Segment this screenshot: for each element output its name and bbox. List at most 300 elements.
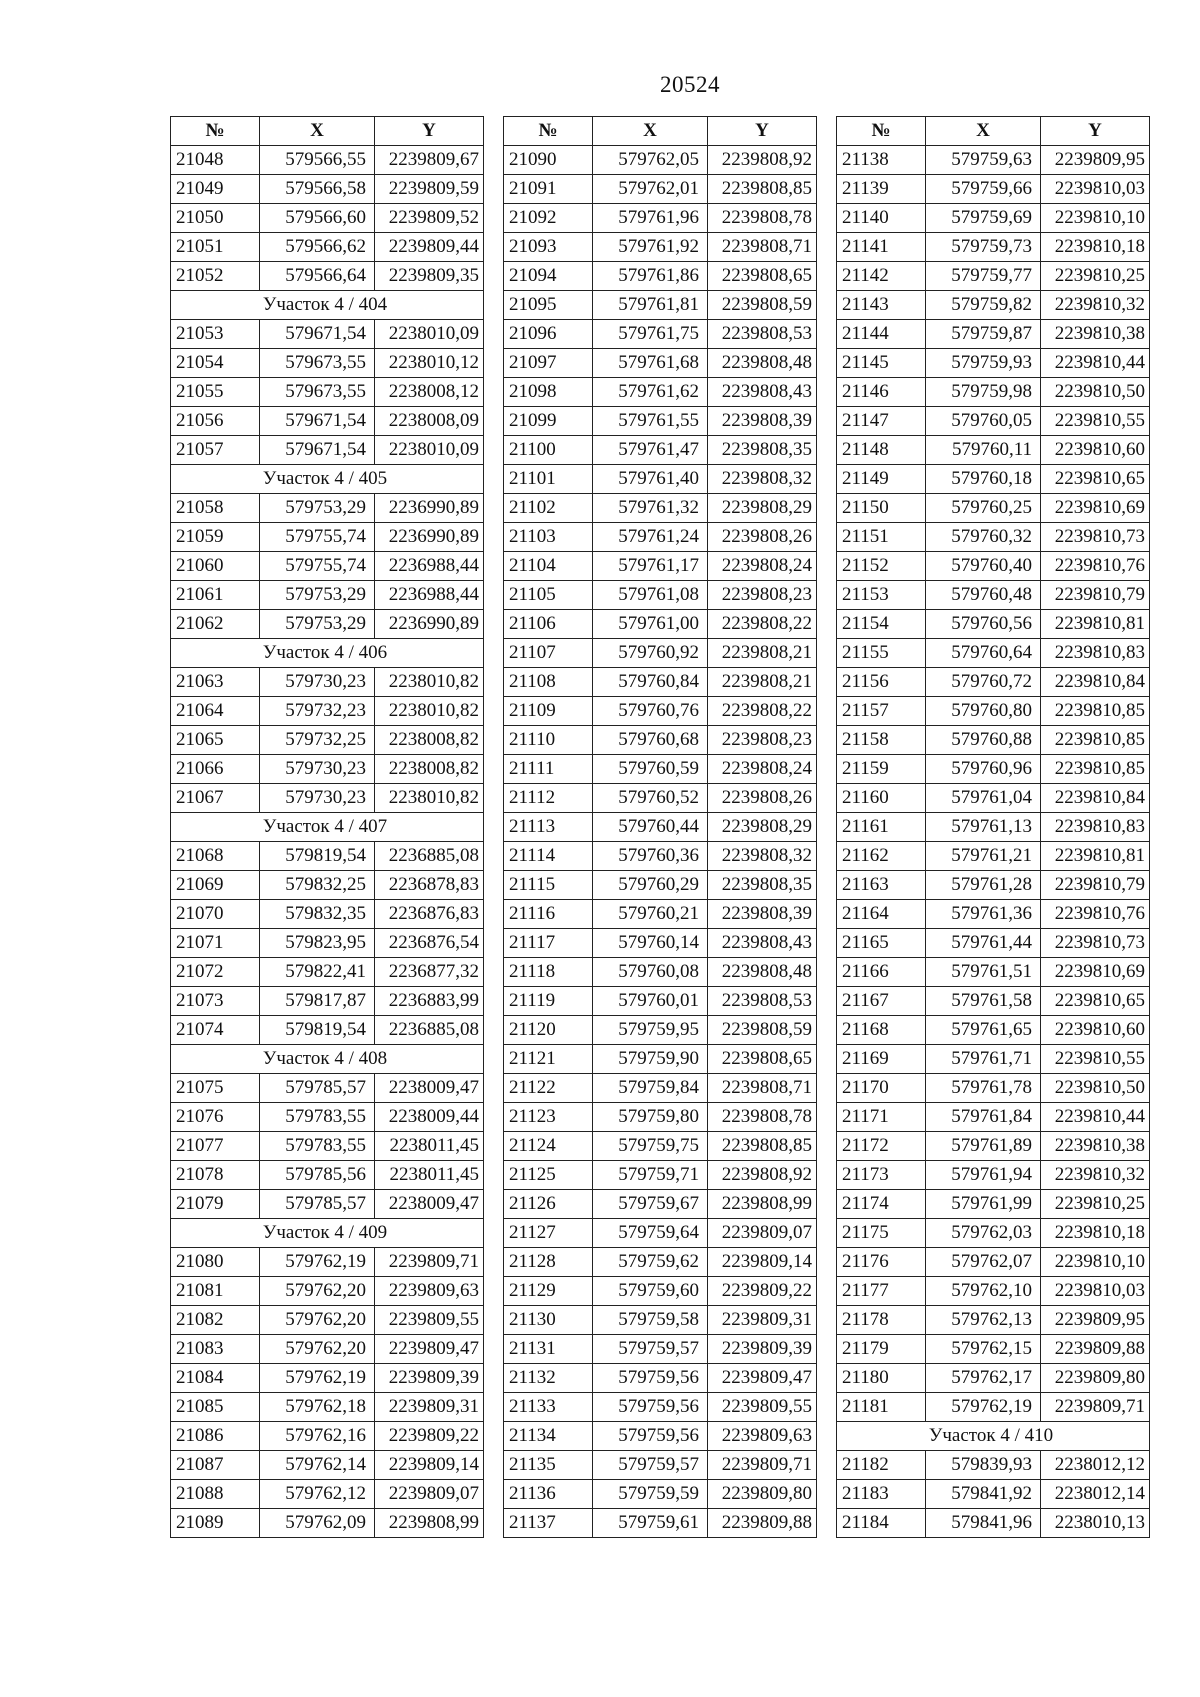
point-number: 21060 xyxy=(171,552,260,581)
coord-y: 2236878,83 xyxy=(375,871,484,900)
coord-y: 2236885,08 xyxy=(375,842,484,871)
coord-y: 2239810,38 xyxy=(1041,1132,1150,1161)
table-row xyxy=(504,1190,817,1219)
table-row xyxy=(837,1335,1150,1364)
table-row xyxy=(504,378,817,407)
point-number: 21071 xyxy=(171,929,260,958)
point-number: 21178 xyxy=(837,1306,926,1335)
table-row xyxy=(171,146,484,175)
coord-x: 579760,96 xyxy=(926,755,1041,784)
point-number: 21136 xyxy=(504,1480,593,1509)
table-header-row xyxy=(171,117,484,146)
point-number: 21170 xyxy=(837,1074,926,1103)
table-row xyxy=(171,1161,484,1190)
table-row xyxy=(171,929,484,958)
coord-x: 579732,25 xyxy=(260,726,375,755)
table-row xyxy=(504,1219,817,1248)
coord-y: 2239808,39 xyxy=(708,900,817,929)
coord-y: 2238010,82 xyxy=(375,668,484,697)
table-row xyxy=(837,465,1150,494)
table-row xyxy=(837,291,1150,320)
point-number: 21149 xyxy=(837,465,926,494)
point-number: 21153 xyxy=(837,581,926,610)
table-row xyxy=(171,871,484,900)
coord-x: 579760,01 xyxy=(593,987,708,1016)
point-number: 21154 xyxy=(837,610,926,639)
coord-x: 579819,54 xyxy=(260,1016,375,1045)
coordinates-table-2 xyxy=(503,116,816,1538)
coord-x: 579755,74 xyxy=(260,552,375,581)
coord-y: 2236988,44 xyxy=(375,552,484,581)
coord-x: 579759,69 xyxy=(926,204,1041,233)
coord-x: 579761,13 xyxy=(926,813,1041,842)
table-row xyxy=(837,581,1150,610)
coord-y: 2239809,39 xyxy=(375,1364,484,1393)
table-row xyxy=(171,1103,484,1132)
coord-x: 579760,56 xyxy=(926,610,1041,639)
coord-x: 579760,29 xyxy=(593,871,708,900)
table-row xyxy=(837,987,1150,1016)
coord-x: 579762,13 xyxy=(926,1306,1041,1335)
header-y: Y xyxy=(375,117,484,146)
table-row xyxy=(171,1335,484,1364)
point-number: 21055 xyxy=(171,378,260,407)
point-number: 21119 xyxy=(504,987,593,1016)
table-row xyxy=(837,697,1150,726)
point-number: 21171 xyxy=(837,1103,926,1132)
table-row xyxy=(171,204,484,233)
coord-x: 579785,57 xyxy=(260,1190,375,1219)
coord-y: 2239808,32 xyxy=(708,465,817,494)
point-number: 21080 xyxy=(171,1248,260,1277)
coord-y: 2239810,76 xyxy=(1041,552,1150,581)
table-row xyxy=(171,1364,484,1393)
point-number: 21132 xyxy=(504,1364,593,1393)
point-number: 21092 xyxy=(504,204,593,233)
table-row xyxy=(504,987,817,1016)
point-number: 21165 xyxy=(837,929,926,958)
coord-y: 2239809,07 xyxy=(708,1219,817,1248)
table-row xyxy=(837,523,1150,552)
point-number: 21129 xyxy=(504,1277,593,1306)
table-row xyxy=(504,1248,817,1277)
table-row xyxy=(837,813,1150,842)
coord-y: 2239810,83 xyxy=(1041,813,1150,842)
point-number: 21130 xyxy=(504,1306,593,1335)
table-row xyxy=(504,204,817,233)
coord-y: 2239810,55 xyxy=(1041,407,1150,436)
coord-x: 579760,36 xyxy=(593,842,708,871)
coord-y: 2239810,32 xyxy=(1041,291,1150,320)
coord-x: 579761,58 xyxy=(926,987,1041,1016)
point-number: 21072 xyxy=(171,958,260,987)
point-number: 21120 xyxy=(504,1016,593,1045)
point-number: 21111 xyxy=(504,755,593,784)
coord-y: 2238012,12 xyxy=(1041,1451,1150,1480)
point-number: 21073 xyxy=(171,987,260,1016)
coord-y: 2238010,82 xyxy=(375,697,484,726)
coord-y: 2239808,26 xyxy=(708,523,817,552)
coord-x: 579762,15 xyxy=(926,1335,1041,1364)
section-title: Участок 4 / 407 xyxy=(262,816,388,837)
table-row xyxy=(837,349,1150,378)
table-row xyxy=(504,1364,817,1393)
point-number: 21135 xyxy=(504,1451,593,1480)
coord-y: 2239808,99 xyxy=(708,1190,817,1219)
coord-x: 579761,00 xyxy=(593,610,708,639)
coord-y: 2239809,88 xyxy=(708,1509,817,1538)
coord-x: 579760,84 xyxy=(593,668,708,697)
coord-x: 579761,55 xyxy=(593,407,708,436)
coord-y: 2238008,82 xyxy=(375,755,484,784)
coordinates-table-3 xyxy=(836,116,1149,1538)
point-number: 21093 xyxy=(504,233,593,262)
coord-y: 2239809,14 xyxy=(708,1248,817,1277)
header-x: X xyxy=(926,117,1041,146)
coord-y: 2239810,60 xyxy=(1041,1016,1150,1045)
coord-x: 579761,24 xyxy=(593,523,708,552)
section-row xyxy=(171,639,484,668)
point-number: 21164 xyxy=(837,900,926,929)
table-row xyxy=(504,1451,817,1480)
coord-y: 2239808,71 xyxy=(708,233,817,262)
table-row xyxy=(837,175,1150,204)
table-row xyxy=(837,378,1150,407)
point-number: 21116 xyxy=(504,900,593,929)
point-number: 21100 xyxy=(504,436,593,465)
point-number: 21172 xyxy=(837,1132,926,1161)
coord-y: 2238012,14 xyxy=(1041,1480,1150,1509)
point-number: 21069 xyxy=(171,871,260,900)
coord-x: 579566,64 xyxy=(260,262,375,291)
point-number: 21108 xyxy=(504,668,593,697)
table-row xyxy=(504,407,817,436)
header-number: № xyxy=(171,117,260,146)
coord-x: 579759,93 xyxy=(926,349,1041,378)
table-row xyxy=(837,494,1150,523)
point-number: 21066 xyxy=(171,755,260,784)
coord-y: 2239810,25 xyxy=(1041,262,1150,291)
coord-x: 579762,18 xyxy=(260,1393,375,1422)
coord-y: 2239808,22 xyxy=(708,610,817,639)
section-row xyxy=(837,1422,1150,1451)
coord-y: 2238011,45 xyxy=(375,1132,484,1161)
coord-x: 579759,87 xyxy=(926,320,1041,349)
table-row xyxy=(837,1248,1150,1277)
coord-x: 579760,05 xyxy=(926,407,1041,436)
point-number: 21068 xyxy=(171,842,260,871)
point-number: 21110 xyxy=(504,726,593,755)
coord-x: 579760,44 xyxy=(593,813,708,842)
coord-x: 579760,25 xyxy=(926,494,1041,523)
table-row xyxy=(504,1074,817,1103)
table-row xyxy=(504,639,817,668)
point-number: 21152 xyxy=(837,552,926,581)
coord-y: 2239809,95 xyxy=(1041,1306,1150,1335)
coord-x: 579761,84 xyxy=(926,1103,1041,1132)
coord-y: 2238011,45 xyxy=(375,1161,484,1190)
coord-y: 2239810,50 xyxy=(1041,378,1150,407)
table-row xyxy=(504,581,817,610)
table-row xyxy=(171,1306,484,1335)
table-row xyxy=(837,1306,1150,1335)
coord-y: 2239810,81 xyxy=(1041,842,1150,871)
coord-x: 579730,23 xyxy=(260,755,375,784)
table-row xyxy=(171,958,484,987)
coord-y: 2239808,92 xyxy=(708,1161,817,1190)
point-number: 21103 xyxy=(504,523,593,552)
point-number: 21160 xyxy=(837,784,926,813)
coord-x: 579785,57 xyxy=(260,1074,375,1103)
table-row xyxy=(171,1074,484,1103)
coord-y: 2239808,21 xyxy=(708,639,817,668)
table-row xyxy=(171,1422,484,1451)
point-number: 21179 xyxy=(837,1335,926,1364)
point-number: 21161 xyxy=(837,813,926,842)
coord-y: 2239810,10 xyxy=(1041,204,1150,233)
coord-x: 579759,66 xyxy=(926,175,1041,204)
coord-y: 2239808,23 xyxy=(708,581,817,610)
table-row xyxy=(504,1103,817,1132)
point-number: 21145 xyxy=(837,349,926,378)
coord-y: 2238010,13 xyxy=(1041,1509,1150,1538)
table-row xyxy=(837,1219,1150,1248)
coord-y: 2239808,48 xyxy=(708,958,817,987)
coord-y: 2239808,92 xyxy=(708,146,817,175)
point-number: 21058 xyxy=(171,494,260,523)
section-cell xyxy=(171,1045,484,1074)
table-row xyxy=(837,726,1150,755)
coord-x: 579761,04 xyxy=(926,784,1041,813)
coord-x: 579759,80 xyxy=(593,1103,708,1132)
point-number: 21104 xyxy=(504,552,593,581)
coord-x: 579673,55 xyxy=(260,349,375,378)
table-row xyxy=(837,755,1150,784)
section-title: Участок 4 / 408 xyxy=(262,1048,388,1069)
coord-y: 2239809,47 xyxy=(708,1364,817,1393)
table-row xyxy=(171,349,484,378)
coord-y: 2239808,43 xyxy=(708,929,817,958)
coord-y: 2239808,43 xyxy=(708,378,817,407)
coord-x: 579760,18 xyxy=(926,465,1041,494)
point-number: 21064 xyxy=(171,697,260,726)
point-number: 21124 xyxy=(504,1132,593,1161)
point-number: 21078 xyxy=(171,1161,260,1190)
point-number: 21084 xyxy=(171,1364,260,1393)
point-number: 21052 xyxy=(171,262,260,291)
coord-y: 2239809,35 xyxy=(375,262,484,291)
coord-y: 2239808,35 xyxy=(708,436,817,465)
coord-y: 2239808,85 xyxy=(708,175,817,204)
table-row xyxy=(171,552,484,581)
coord-x: 579823,95 xyxy=(260,929,375,958)
table-row xyxy=(171,610,484,639)
table-row xyxy=(504,262,817,291)
coord-x: 579759,63 xyxy=(926,146,1041,175)
coord-x: 579759,84 xyxy=(593,1074,708,1103)
coord-y: 2239810,85 xyxy=(1041,755,1150,784)
point-number: 21107 xyxy=(504,639,593,668)
coord-y: 2239808,99 xyxy=(375,1509,484,1538)
point-number: 21131 xyxy=(504,1335,593,1364)
table-row xyxy=(504,755,817,784)
table-row xyxy=(504,813,817,842)
point-number: 21087 xyxy=(171,1451,260,1480)
point-number: 21113 xyxy=(504,813,593,842)
coord-y: 2238009,47 xyxy=(375,1074,484,1103)
coord-y: 2239810,84 xyxy=(1041,784,1150,813)
coord-x: 579762,19 xyxy=(260,1364,375,1393)
coord-x: 579762,19 xyxy=(260,1248,375,1277)
point-number: 21079 xyxy=(171,1190,260,1219)
point-number: 21083 xyxy=(171,1335,260,1364)
coord-x: 579761,81 xyxy=(593,291,708,320)
point-number: 21174 xyxy=(837,1190,926,1219)
table-row xyxy=(504,668,817,697)
coord-x: 579671,54 xyxy=(260,407,375,436)
coord-y: 2239810,79 xyxy=(1041,581,1150,610)
coord-y: 2236877,32 xyxy=(375,958,484,987)
section-cell xyxy=(171,291,484,320)
table-row xyxy=(171,436,484,465)
coord-x: 579762,20 xyxy=(260,1277,375,1306)
coord-x: 579671,54 xyxy=(260,436,375,465)
point-number: 21175 xyxy=(837,1219,926,1248)
coord-y: 2239808,53 xyxy=(708,987,817,1016)
coord-y: 2239810,76 xyxy=(1041,900,1150,929)
coord-y: 2239809,22 xyxy=(708,1277,817,1306)
table-row xyxy=(171,697,484,726)
coord-y: 2239810,44 xyxy=(1041,349,1150,378)
coord-y: 2239810,65 xyxy=(1041,465,1150,494)
coord-x: 579762,09 xyxy=(260,1509,375,1538)
point-number: 21162 xyxy=(837,842,926,871)
coord-y: 2239808,35 xyxy=(708,871,817,900)
point-number: 21095 xyxy=(504,291,593,320)
coord-x: 579759,56 xyxy=(593,1364,708,1393)
coord-x: 579761,47 xyxy=(593,436,708,465)
point-number: 21125 xyxy=(504,1161,593,1190)
table-row xyxy=(504,1422,817,1451)
coord-y: 2239810,73 xyxy=(1041,523,1150,552)
coord-x: 579566,58 xyxy=(260,175,375,204)
table-row xyxy=(171,842,484,871)
table-row xyxy=(171,1277,484,1306)
coord-y: 2239808,39 xyxy=(708,407,817,436)
table-row xyxy=(504,175,817,204)
point-number: 21134 xyxy=(504,1422,593,1451)
coord-y: 2236990,89 xyxy=(375,610,484,639)
coord-y: 2239808,29 xyxy=(708,494,817,523)
coord-x: 579783,55 xyxy=(260,1103,375,1132)
header-x: X xyxy=(593,117,708,146)
coord-x: 579566,55 xyxy=(260,146,375,175)
table-row xyxy=(504,1161,817,1190)
point-number: 21159 xyxy=(837,755,926,784)
point-number: 21147 xyxy=(837,407,926,436)
coord-x: 579761,89 xyxy=(926,1132,1041,1161)
point-number: 21180 xyxy=(837,1364,926,1393)
point-number: 21051 xyxy=(171,233,260,262)
table-row xyxy=(504,146,817,175)
header-number: № xyxy=(504,117,593,146)
coord-x: 579761,65 xyxy=(926,1016,1041,1045)
coord-x: 579755,74 xyxy=(260,523,375,552)
coord-x: 579760,64 xyxy=(926,639,1041,668)
table-row xyxy=(837,436,1150,465)
table-row xyxy=(837,233,1150,262)
point-number: 21070 xyxy=(171,900,260,929)
table-row xyxy=(504,842,817,871)
coord-y: 2238009,44 xyxy=(375,1103,484,1132)
coord-y: 2238008,82 xyxy=(375,726,484,755)
header-y: Y xyxy=(1041,117,1150,146)
section-cell xyxy=(171,465,484,494)
coord-x: 579760,21 xyxy=(593,900,708,929)
coord-y: 2239810,10 xyxy=(1041,1248,1150,1277)
coord-x: 579762,12 xyxy=(260,1480,375,1509)
coord-y: 2239810,38 xyxy=(1041,320,1150,349)
coord-x: 579761,68 xyxy=(593,349,708,378)
coord-x: 579761,40 xyxy=(593,465,708,494)
coord-x: 579762,16 xyxy=(260,1422,375,1451)
point-number: 21140 xyxy=(837,204,926,233)
table-row xyxy=(504,1509,817,1538)
table-row xyxy=(504,726,817,755)
coord-x: 579761,99 xyxy=(926,1190,1041,1219)
coord-y: 2239810,85 xyxy=(1041,726,1150,755)
table-row xyxy=(504,233,817,262)
coord-x: 579759,67 xyxy=(593,1190,708,1219)
coord-x: 579760,88 xyxy=(926,726,1041,755)
point-number: 21166 xyxy=(837,958,926,987)
table-row xyxy=(837,1016,1150,1045)
coord-y: 2239809,47 xyxy=(375,1335,484,1364)
point-number: 21114 xyxy=(504,842,593,871)
coord-x: 579759,82 xyxy=(926,291,1041,320)
coord-y: 2239809,80 xyxy=(1041,1364,1150,1393)
table-row xyxy=(504,320,817,349)
point-number: 21061 xyxy=(171,581,260,610)
table-row xyxy=(837,1161,1150,1190)
coord-y: 2239809,71 xyxy=(708,1451,817,1480)
table-row xyxy=(837,784,1150,813)
table-row xyxy=(171,1509,484,1538)
point-number: 21139 xyxy=(837,175,926,204)
coord-x: 579785,56 xyxy=(260,1161,375,1190)
point-number: 21109 xyxy=(504,697,593,726)
coord-y: 2238008,09 xyxy=(375,407,484,436)
point-number: 21155 xyxy=(837,639,926,668)
table-row xyxy=(837,1190,1150,1219)
point-number: 21181 xyxy=(837,1393,926,1422)
coord-x: 579753,29 xyxy=(260,581,375,610)
table-row xyxy=(504,1045,817,1074)
coord-x: 579760,68 xyxy=(593,726,708,755)
coord-y: 2239810,25 xyxy=(1041,1190,1150,1219)
coord-y: 2239808,24 xyxy=(708,755,817,784)
table-row xyxy=(171,668,484,697)
coord-x: 579759,71 xyxy=(593,1161,708,1190)
section-cell xyxy=(171,813,484,842)
page-number: 20524 xyxy=(660,72,720,97)
table-row xyxy=(171,1451,484,1480)
coord-x: 579759,98 xyxy=(926,378,1041,407)
coord-x: 579762,17 xyxy=(926,1364,1041,1393)
coord-x: 579760,52 xyxy=(593,784,708,813)
coord-x: 579761,86 xyxy=(593,262,708,291)
table-row xyxy=(171,784,484,813)
